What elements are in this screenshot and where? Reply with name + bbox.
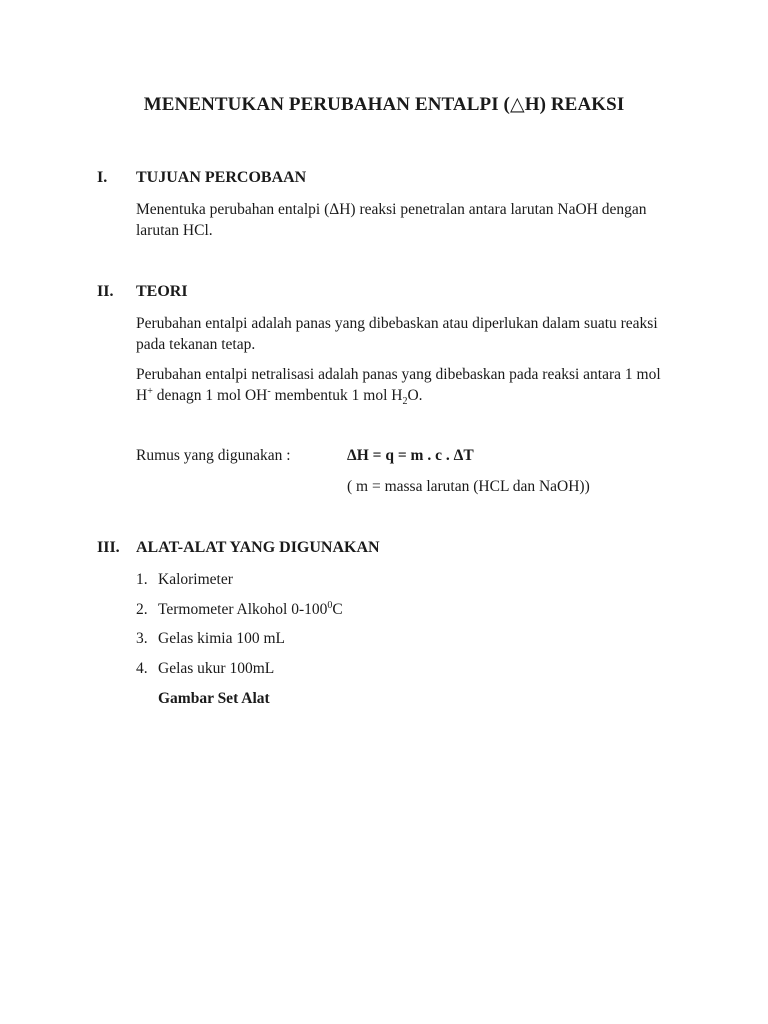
list-text: Gelas ukur 100mL bbox=[158, 660, 275, 677]
section-number: II. bbox=[97, 283, 114, 300]
formula-note: ( m = massa larutan (HCL dan NaOH)) bbox=[347, 478, 590, 495]
superscript: 0 bbox=[327, 599, 333, 611]
list-text: Gelas kimia 100 mL bbox=[158, 630, 285, 647]
text-run: O. bbox=[407, 387, 423, 404]
list-number: 3. bbox=[136, 630, 148, 647]
section-heading: TUJUAN PERCOBAAN bbox=[136, 169, 307, 186]
section-paragraph: Menentuka perubahan entalpi (ΔH) reaksi penetralan antara larutan NaOH dengan larutan HCl. bbox=[136, 201, 647, 239]
list-text: Termometer Alkohol 0-100 bbox=[158, 601, 328, 618]
superscript: - bbox=[267, 385, 271, 397]
formula: ΔH = q = m . c . ΔT bbox=[347, 447, 474, 464]
text-run: membentuk 1 mol H bbox=[270, 387, 403, 404]
section-paragraph bbox=[136, 364, 676, 406]
formula-label: Rumus yang digunakan : bbox=[136, 447, 291, 464]
list-text-group bbox=[158, 601, 343, 619]
list-text: Kalorimeter bbox=[158, 571, 233, 588]
list-text-suffix: C bbox=[332, 601, 343, 618]
list-number: 1. bbox=[136, 571, 148, 588]
list-number: 2. bbox=[136, 601, 148, 618]
section-number: I. bbox=[97, 169, 108, 186]
text-run: denagn 1 mol OH bbox=[152, 387, 268, 404]
subscript: 2 bbox=[402, 396, 408, 408]
section-heading: ALAT-ALAT YANG DIGUNAKAN bbox=[136, 539, 380, 556]
section-paragraph: Perubahan entalpi adalah panas yang dibebaskan atau diperlukan dalam suatu reaksi pada tekanan tetap. bbox=[136, 315, 658, 353]
section-number: III. bbox=[97, 539, 120, 556]
figure-caption: Gambar Set Alat bbox=[158, 690, 270, 707]
list-number: 4. bbox=[136, 660, 148, 677]
text-run: Perubahan entalpi netralisasi adalah panas yang dibebaskan pada reaksi antara 1 mol H bbox=[136, 366, 661, 404]
superscript: + bbox=[147, 385, 153, 397]
section-heading: TEORI bbox=[136, 283, 188, 300]
page-title: MENENTUKAN PERUBAHAN ENTALPI (△H) REAKSI bbox=[143, 94, 625, 115]
